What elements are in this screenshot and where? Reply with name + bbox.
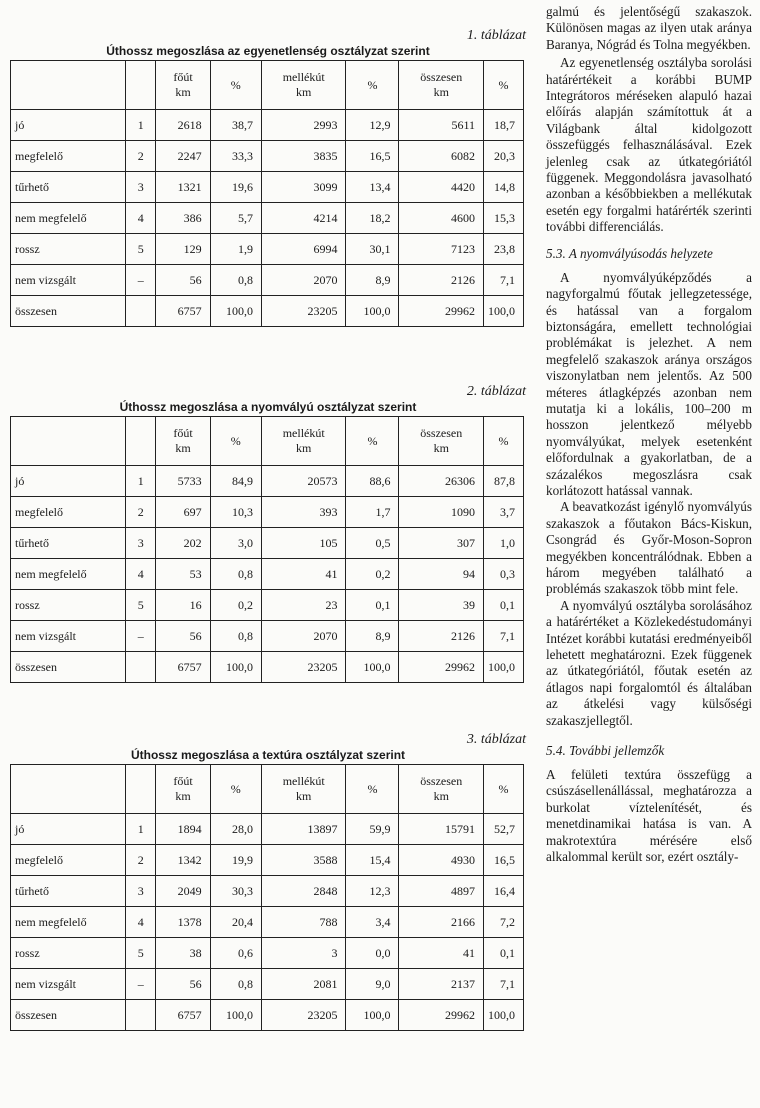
class-code: 3 [125,172,156,203]
percent-cell: 38,7 [210,110,261,141]
percent-cell: 0,0 [346,938,399,969]
percent-cell: 5,7 [210,203,261,234]
table-2-block [8,384,528,683]
table-row [11,876,524,907]
row-label: tűrhető [11,528,126,559]
km-cell: 2618 [156,110,210,141]
column-header: % [346,765,399,814]
table-header-row [11,61,524,110]
column-header: főút km [156,417,210,466]
km-cell: 788 [261,907,345,938]
percent-cell: 0,1 [484,938,524,969]
percent-cell: 0,8 [210,265,261,296]
km-cell: 15791 [399,814,484,845]
class-code: 4 [125,559,156,590]
percent-cell: 1,7 [346,497,399,528]
km-cell: 3099 [261,172,345,203]
row-label: jó [11,466,126,497]
row-label: tűrhető [11,172,126,203]
column-header: % [346,417,399,466]
percent-cell: 87,8 [484,466,524,497]
column-header: % [484,765,524,814]
km-cell: 4600 [399,203,484,234]
class-code: 5 [125,590,156,621]
percent-cell: 8,9 [346,621,399,652]
row-label: nem megfelelő [11,907,126,938]
km-cell: 393 [261,497,345,528]
km-cell: 202 [156,528,210,559]
table-row [11,559,524,590]
percent-cell: 0,3 [484,559,524,590]
percent-cell: 16,5 [484,845,524,876]
km-cell: 3 [261,938,345,969]
column-header: % [210,61,261,110]
table-row [11,528,524,559]
paragraph: A felületi textúra összefügg a csúszásellenállással, meghatározza a burkolat víztelenítését, és menetdinamikai hatása is van. A makrotextúra mérésére első alkalommal került sor, ezért osztály- [546,767,752,865]
percent-cell: 100,0 [484,652,524,683]
table-row [11,845,524,876]
km-cell: 386 [156,203,210,234]
km-cell: 697 [156,497,210,528]
km-cell: 6757 [156,1000,210,1031]
km-cell: 2049 [156,876,210,907]
row-label: összesen [11,296,126,327]
km-cell: 13897 [261,814,345,845]
table-row [11,234,524,265]
column-header: % [484,417,524,466]
paragraph: A nyomvályúképződés a nagyforgalmú főutak jellegzetessége, és hatással van a forgalom biztonságára, emellett technológiai problémákat is jelezhet. A nem megfelelő szakaszok aránya országos viszonylatban nem jelentős. Az 500 méteres átlagképzés azonban nem mutatja ki a lokális, 100–200 m hosszon jelentkező mélyebb nyomvályúkat, melyek esetenként előfordulnak a gyakorlatban, de a százalékos megoszlásra csak korlátozott hatással vannak. [546,269,752,498]
class-code: 3 [125,528,156,559]
percent-cell: 23,8 [484,234,524,265]
km-cell: 2993 [261,110,345,141]
table-title: Úthossz megoszlása a nyomvályú osztályzat szerint [119,400,417,414]
class-code: 2 [125,845,156,876]
km-cell: 16 [156,590,210,621]
table-row [11,652,524,683]
percent-cell: 20,4 [210,907,261,938]
row-label: megfelelő [11,497,126,528]
row-label: nem megfelelő [11,203,126,234]
column-header: % [484,61,524,110]
km-cell: 2137 [399,969,484,1000]
km-cell: 41 [261,559,345,590]
km-cell: 7123 [399,234,484,265]
km-cell: 6994 [261,234,345,265]
percent-cell: 7,1 [484,621,524,652]
km-cell: 1894 [156,814,210,845]
percent-cell: 100,0 [210,652,261,683]
km-cell: 23205 [261,1000,345,1031]
percent-cell: 0,5 [346,528,399,559]
km-cell: 56 [156,621,210,652]
data-table [10,60,524,327]
percent-cell: 3,7 [484,497,524,528]
percent-cell: 84,9 [210,466,261,497]
paragraph: A nyomvályú osztályba sorolásához a határértéket a Közlekedéstudományi Intézet korábbi kutatási eredményeiből lehetett meghatározni. Ezek függenek az útkategóriától, főutak esetén az átlagos napi forgalomtól és általában az átkelési vagy külsőségi szakaszjellegtől. [546,597,752,728]
percent-cell: 9,0 [346,969,399,1000]
percent-cell: 8,9 [346,265,399,296]
column-header: % [210,417,261,466]
table-title: Úthossz megoszlása a textúra osztályzat szerint [130,748,406,762]
row-label: jó [11,110,126,141]
table-row [11,265,524,296]
percent-cell: 0,8 [210,559,261,590]
table-caption: 1. táblázat [466,28,526,43]
percent-cell: 16,4 [484,876,524,907]
row-label: nem vizsgált [11,969,126,1000]
data-table [10,764,524,1031]
class-code: 1 [125,814,156,845]
percent-cell: 0,2 [346,559,399,590]
table-header-row [11,765,524,814]
row-label: összesen [11,1000,126,1031]
km-cell: 1321 [156,172,210,203]
row-label: megfelelő [11,845,126,876]
km-cell: 129 [156,234,210,265]
km-cell: 56 [156,969,210,1000]
row-label: nem vizsgált [11,621,126,652]
percent-cell: 12,9 [346,110,399,141]
percent-cell: 0,1 [346,590,399,621]
section-heading-5-4: 5.4. További jellemzők [546,743,665,759]
row-label: megfelelő [11,141,126,172]
table-caption: 3. táblázat [466,732,526,747]
table-row [11,203,524,234]
km-cell: 2126 [399,621,484,652]
percent-cell: 52,7 [484,814,524,845]
km-cell: 38 [156,938,210,969]
column-header: főút km [156,765,210,814]
class-code: 4 [125,203,156,234]
percent-cell: 0,8 [210,621,261,652]
km-cell: 2070 [261,265,345,296]
table-row [11,590,524,621]
class-code: 3 [125,876,156,907]
km-cell: 41 [399,938,484,969]
class-code: 2 [125,497,156,528]
percent-cell: 59,9 [346,814,399,845]
class-code: 4 [125,907,156,938]
table-row [11,466,524,497]
table-row [11,621,524,652]
column-header: mellékút km [261,61,345,110]
section-heading-5-3: 5.3. A nyomvályúsodás helyzete [546,245,713,261]
percent-cell: 1,0 [484,528,524,559]
km-cell: 39 [399,590,484,621]
percent-cell: 15,4 [346,845,399,876]
km-cell: 6757 [156,652,210,683]
percent-cell: 14,8 [484,172,524,203]
percent-cell: 18,2 [346,203,399,234]
km-cell: 29962 [399,1000,484,1031]
table-row [11,141,524,172]
column-header: főút km [156,61,210,110]
km-cell: 3588 [261,845,345,876]
percent-cell: 0,2 [210,590,261,621]
percent-cell: 13,4 [346,172,399,203]
km-cell: 94 [399,559,484,590]
table-row [11,814,524,845]
row-label: jó [11,814,126,845]
class-code [125,652,156,683]
body-text-column [546,4,752,866]
km-cell: 2166 [399,907,484,938]
percent-cell: 19,9 [210,845,261,876]
percent-cell: 1,9 [210,234,261,265]
percent-cell: 100,0 [210,1000,261,1031]
km-cell: 2247 [156,141,210,172]
percent-cell: 100,0 [346,652,399,683]
column-header: összesen km [399,417,484,466]
km-cell: 29962 [399,296,484,327]
header-cell-empty [11,417,126,466]
km-cell: 1342 [156,845,210,876]
header-cell-empty [125,417,156,466]
km-cell: 1378 [156,907,210,938]
km-cell: 2081 [261,969,345,1000]
percent-cell: 100,0 [484,1000,524,1031]
km-cell: 105 [261,528,345,559]
class-code: 1 [125,466,156,497]
percent-cell: 0,8 [210,969,261,1000]
class-code: – [125,265,156,296]
km-cell: 6082 [399,141,484,172]
km-cell: 23205 [261,652,345,683]
km-cell: 26306 [399,466,484,497]
row-label: rossz [11,590,126,621]
km-cell: 56 [156,265,210,296]
column-header: % [346,61,399,110]
km-cell: 3835 [261,141,345,172]
percent-cell: 30,1 [346,234,399,265]
class-code: 5 [125,938,156,969]
header-cell-empty [11,765,126,814]
header-cell-empty [125,765,156,814]
table-caption: 2. táblázat [466,384,526,399]
km-cell: 53 [156,559,210,590]
table-row [11,907,524,938]
percent-cell: 16,5 [346,141,399,172]
km-cell: 5611 [399,110,484,141]
percent-cell: 20,3 [484,141,524,172]
km-cell: 5733 [156,466,210,497]
table-header-row [11,417,524,466]
km-cell: 4930 [399,845,484,876]
column-header: mellékút km [261,417,345,466]
table-title: Úthossz megoszlása az egyenetlenség osztályzat szerint [106,44,430,58]
percent-cell: 100,0 [346,1000,399,1031]
class-code: 5 [125,234,156,265]
percent-cell: 7,1 [484,969,524,1000]
row-label: rossz [11,234,126,265]
km-cell: 2848 [261,876,345,907]
column-header: % [210,765,261,814]
percent-cell: 7,1 [484,265,524,296]
percent-cell: 3,0 [210,528,261,559]
percent-cell: 10,3 [210,497,261,528]
column-header: mellékút km [261,765,345,814]
km-cell: 2126 [399,265,484,296]
km-cell: 23205 [261,296,345,327]
km-cell: 23 [261,590,345,621]
row-label: összesen [11,652,126,683]
table-row [11,969,524,1000]
class-code [125,1000,156,1031]
header-cell-empty [11,61,126,110]
paragraph: galmú és jelentőségű szakaszok. Különösen magas az ilyen utak aránya Baranya, Nógrád és Tolna megyékben. [546,4,752,52]
percent-cell: 12,3 [346,876,399,907]
column-header: összesen km [399,61,484,110]
percent-cell: 100,0 [484,296,524,327]
row-label: rossz [11,938,126,969]
class-code: 1 [125,110,156,141]
row-label: nem megfelelő [11,559,126,590]
table-3-block [8,732,528,1031]
percent-cell: 3,4 [346,907,399,938]
table-row [11,296,524,327]
percent-cell: 7,2 [484,907,524,938]
percent-cell: 100,0 [346,296,399,327]
percent-cell: 0,6 [210,938,261,969]
class-code: – [125,969,156,1000]
km-cell: 4420 [399,172,484,203]
km-cell: 20573 [261,466,345,497]
km-cell: 4897 [399,876,484,907]
km-cell: 6757 [156,296,210,327]
table-1-block [8,28,528,327]
percent-cell: 18,7 [484,110,524,141]
paragraph: A beavatkozást igénylő nyomvályús szakaszok a főutakon Bács-Kiskun, Csongrád és Győr-Moson-Sopron megyékben koncentrálódnak. Ebben a három megyében található a problémás szakaszok több mint fele. [546,499,752,597]
table-row [11,172,524,203]
km-cell: 2070 [261,621,345,652]
table-row [11,110,524,141]
row-label: tűrhető [11,876,126,907]
km-cell: 1090 [399,497,484,528]
row-label: nem vizsgált [11,265,126,296]
table-row [11,938,524,969]
percent-cell: 33,3 [210,141,261,172]
class-code: 2 [125,141,156,172]
class-code [125,296,156,327]
km-cell: 307 [399,528,484,559]
percent-cell: 30,3 [210,876,261,907]
percent-cell: 28,0 [210,814,261,845]
table-row [11,1000,524,1031]
paragraph: Az egyenetlenség osztályba sorolási határértékeit a korábbi BUMP Integrátoros méréseken alapuló hazai előírás alapján számítottuk át a Világbank által kidolgozott összefüggés felhasználásával. Ezek jelenleg csak az útkategóriától függenek. Meggondolásra javasolható azonban a későbbiekben a mellékutak esetén egy forgalmi határérték szerinti további differenciálás. [546,55,752,235]
header-cell-empty [125,61,156,110]
table-row [11,497,524,528]
percent-cell: 15,3 [484,203,524,234]
percent-cell: 88,6 [346,466,399,497]
percent-cell: 19,6 [210,172,261,203]
class-code: – [125,621,156,652]
column-header: összesen km [399,765,484,814]
km-cell: 29962 [399,652,484,683]
km-cell: 4214 [261,203,345,234]
percent-cell: 0,1 [484,590,524,621]
data-table [10,416,524,683]
percent-cell: 100,0 [210,296,261,327]
